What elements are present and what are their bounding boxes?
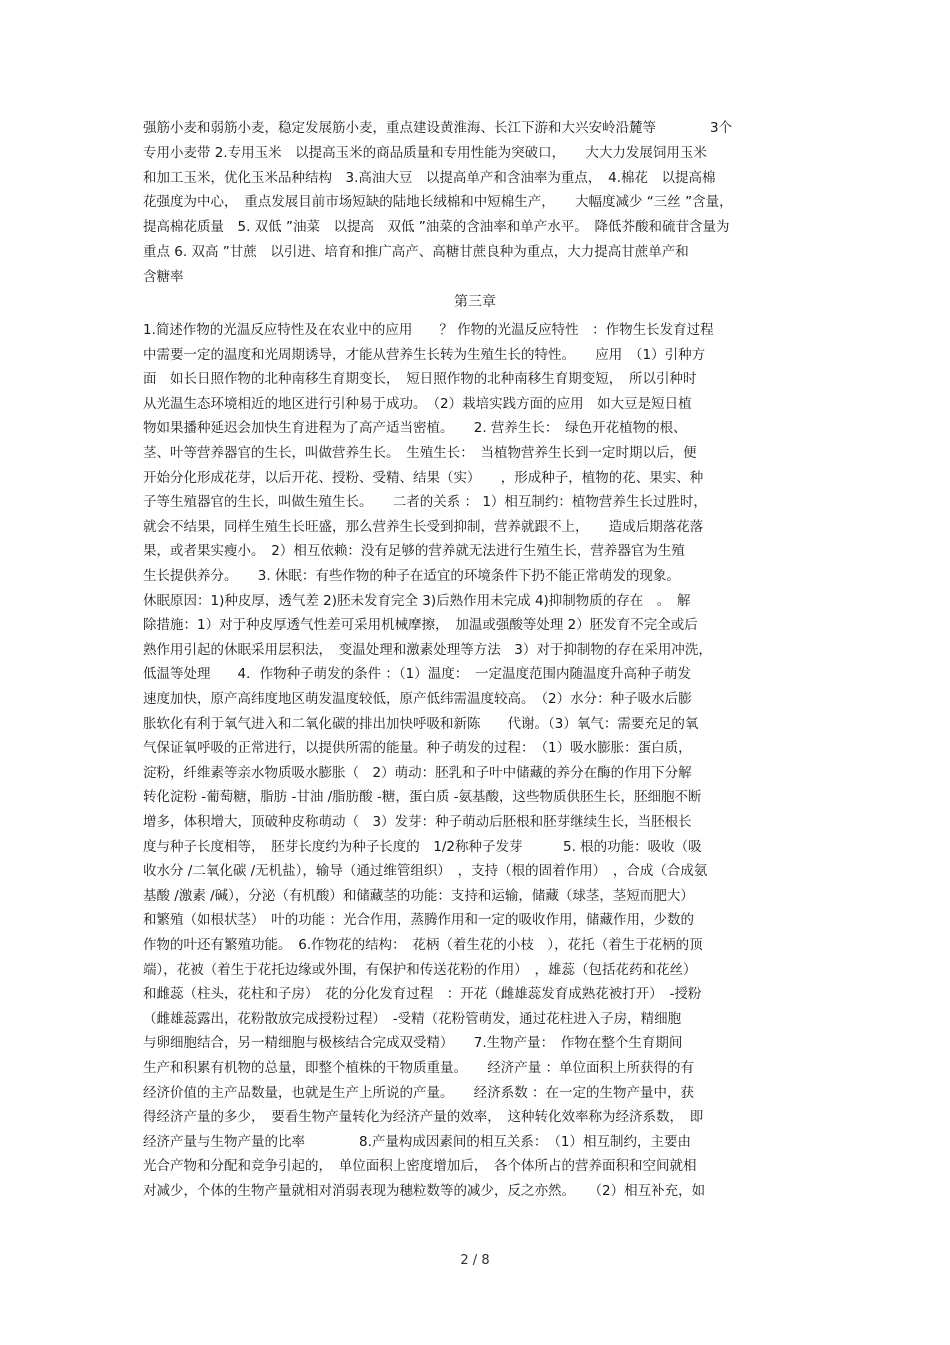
text-line: 经济价值的主产品数量，也就是生产上所说的产量。 经济系数 ：在一定的生物产量中，获 bbox=[143, 1084, 695, 1101]
text-line: 端），花被（着生于花托边缘或外围，有保护和传送花粉的作用） ，雄蕊（包括花药和花丝） bbox=[143, 961, 697, 978]
text-line: 和雌蕊（柱头，花柱和子房） 花的分化发育过程 ：开花（雌雄蕊发育成熟花被打开） -授粉 bbox=[143, 986, 702, 1003]
text-line: 光合产物和分配和竞争引起的， 单位面积上密度增加后， 各个体所占的营养面积和空间就相 bbox=[143, 1158, 697, 1175]
page-number: 2 / 8 bbox=[460, 1253, 490, 1268]
text-line: 生产和积累有机物的总量，即整个植株的干物质重量。 经济产量 ：单位面积上所获得的有 bbox=[143, 1060, 695, 1076]
text-line: 从光温生态环境相近的地区进行引种易于成功。 （2）栽培实践方面的应用 如大豆是短日植 bbox=[143, 395, 692, 412]
text-line: 重点 6. 双高 ”甘蔗 以引进、培育和推广高产、高糖甘蔗良种为重点，大力提高甘蔗单产和 bbox=[143, 244, 689, 260]
text-line: 气保证氧呼吸的正常进行，以提供所需的能量。种子萌发的过程： （1）吸水膨胀：蛋白质， bbox=[143, 740, 692, 757]
text-line: 作物的叶还有繁殖功能。 6.作物花的结构： 花柄（着生花的小枝 ），花托（着生于花柄的顶 bbox=[143, 937, 703, 953]
chapter-title: 第三章 bbox=[454, 294, 496, 310]
text-line: 和加工玉米，优化玉米品种结构 3.高油大豆 以提高单产和含油率为重点， 4.棉花 以提高棉 bbox=[143, 169, 716, 186]
text-line: 茎、叶等营养器官的生长，叫做营养生长。 生殖生长： 当植物营养生长到一定时期以后，便 bbox=[143, 445, 697, 461]
text-line: 除措施：1）对于种皮厚透气性差可采用机械摩擦， 加温或强酸等处理 2）胚发育不完全或后 bbox=[143, 617, 698, 634]
text-line: 转化淀粉 -葡萄糖，脂肪 -甘油 /脂肪酸 -糖，蛋白质 -氨基酸，这些物质供胚生长，胚细胞不断 bbox=[143, 789, 702, 806]
text-line: 熟作用引起的休眠采用层积法， 变温处理和激素处理等方法 3）对于抑制物的存在采用冲洗， bbox=[143, 641, 712, 658]
text-line: 物如果播种延迟会加快生育进程为了高产适当密植。 2. 营养生长： 绿色开花植物的根、 bbox=[143, 420, 687, 437]
text-line: 与卵细胞结合，另一精细胞与极核结合完成双受精） 7.生物产量： 作物在整个生育期间 bbox=[143, 1035, 683, 1052]
text-line: 强筋小麦和弱筋小麦，稳定发展筋小麦，重点建设黄淮海、长江下游和大兴安岭沿麓等 3个 bbox=[143, 120, 733, 136]
text-line: 度与种子长度相等， 胚芽长度约为种子长度的 1/2称种子发芽 5. 根的功能：吸收（吸 bbox=[143, 838, 702, 855]
text-line: 收水分 /二氧化碳 /无机盐），输导（通过维管组织） ，支持（根的固着作用） ，合成（合成氨 bbox=[143, 863, 708, 880]
text-line: 果，或者果实瘦小。 2）相互依赖：没有足够的营养就无法进行生殖生长，营养器官为生殖 bbox=[143, 543, 685, 560]
text-line: 基酸 /激素 /碱），分泌（有机酸）和储藏茎的功能：支持和运输，储藏（球茎，茎短而肥大） bbox=[143, 887, 694, 904]
text-line: 中需要一定的温度和光周期诱导，才能从营养生长转为生殖生长的特性。 应用 （1）引种方 bbox=[143, 346, 706, 363]
text-line: 经济产量与生物产量的比率 8.产量构成因素间的相互关系： （1）相互制约，主要由 bbox=[143, 1133, 691, 1150]
text-line: 速度加快，原产高纬度地区萌发温度较低，原产低纬需温度较高。 （2）水分：种子吸水后膨 bbox=[143, 691, 692, 707]
text-line: 休眠原因：1)种皮厚，透气差 2)胚未发育完全 3)后熟作用未完成 4)抑制物质的存在 。 解 bbox=[143, 592, 691, 609]
text-line: 专用小麦带 2.专用玉米 以提高玉米的商品质量和专用性能为突破口， 大大力发展饲用玉米 bbox=[143, 144, 707, 161]
text-line: 1.简述作物的光温反应特性及在农业中的应用 ？ 作物的光温反应特性 ：作物生长发育过程 bbox=[143, 322, 714, 338]
text-line: 子等生殖器官的生长，叫做生殖生长。 二者的关系 ： 1）相互制约：植物营养生长过胜时， bbox=[143, 494, 707, 511]
text-line: （雌雄蕊露出，花粉散放完成授粉过程） -受精（花粉管萌发，通过花柱进入子房，精细胞 bbox=[143, 1010, 682, 1027]
text-line: 和繁殖（如根状茎） 叶的功能 ：光合作用，蒸腾作用和一定的吸收作用，储藏作用，少数的 bbox=[143, 912, 695, 929]
text-line: 得经济产量的多少， 要看生物产量转化为经济产量的效率， 这种转化效率称为经济系数， 即 bbox=[143, 1109, 704, 1126]
text-line: 增多，体积增大，顶破种皮称萌动（ 3）发芽：种子萌动后胚根和胚芽继续生长，当胚根长 bbox=[143, 814, 692, 830]
text-line: 花强度为中心， 重点发展目前市场短缺的陆地长绒棉和中短棉生产， 大幅度减少 “三丝 ”含量， bbox=[143, 194, 733, 211]
text-line: 含糖率 bbox=[143, 268, 184, 285]
text-line: 开始分化形成花芽，以后开花、授粉、受精、结果（实） ，形成种子，植物的花、果实、种 bbox=[143, 469, 704, 486]
text-line: 面 如长日照作物的北种南移生育期变长， 短日照作物的北种南移生育期变短， 所以引种时 bbox=[143, 371, 697, 388]
text-line: 对减少，个体的生物产量就相对消弱表现为穗粒数等的减少，反之亦然。 （2）相互补充，如 bbox=[143, 1183, 706, 1199]
text-line: 胀软化有利于氧气进入和二氧化碳的排出加快呼吸和新陈 代谢。（3）氧气：需要充足的氧 bbox=[143, 715, 699, 732]
text-line: 提高棉花质量 5. 双低 ”油菜 以提高 双低 ”油菜的含油率和单产水平。 降低芥酸和硫苷含量为 bbox=[143, 219, 730, 236]
text-line: 生长提供养分。 3. 休眠：有些作物的种子在适宜的环境条件下扔不能正常萌发的现象。 bbox=[143, 568, 680, 584]
text-line: 就会不结果，同样生殖生长旺盛，那么营养生长受到抑制，营养就跟不上， 造成后期落花落 bbox=[143, 518, 704, 535]
text-line: 低温等处理 4．作物种子萌发的条件 ：（1）温度： 一定温度范围内随温度升高种子萌发 bbox=[143, 666, 691, 683]
text-line: 淀粉，纤维素等亲水物质吸水膨胀（ 2）萌动：胚乳和子叶中储藏的养分在酶的作用下分解 bbox=[143, 764, 692, 781]
